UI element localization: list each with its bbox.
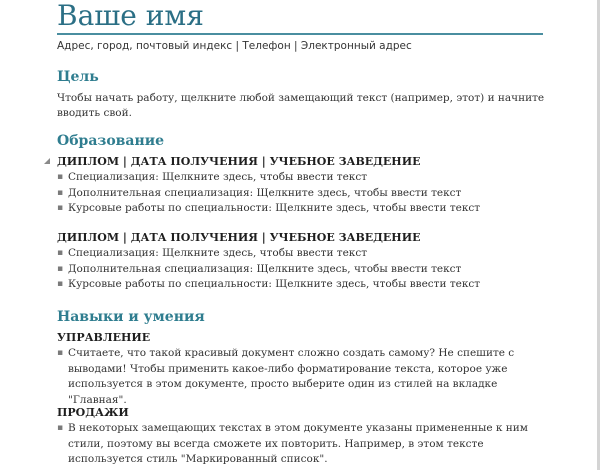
bullet-icon: ▪ (57, 248, 64, 258)
bullet-icon: ▪ (57, 172, 64, 182)
list-item-text: В некоторых замещающих текстах в этом документе указаны примененные к ним стили, поэтому вы всегда сможете их повторить. Например, в этом тексте используется стиль "Маркированный список". (68, 422, 528, 465)
bullet-icon: ▪ (57, 187, 64, 198)
list-item[interactable] (57, 186, 547, 202)
contact-line[interactable]: Адрес, город, почтовый индекс | Телефон | Электронный адрес (57, 40, 412, 52)
list-item-text: Специализация: Щелкните здесь, чтобы ввести текст (68, 171, 368, 183)
section-title-objective[interactable]: Цель (57, 69, 99, 85)
list-item[interactable] (57, 201, 547, 217)
bullet-icon: ▪ (57, 263, 64, 274)
list-item-text: Считаете, что такой красивый документ сложно создать самому? Не спешите с выводами! Чтобы применить какое-либо форматирование текста, которое уже используется в этом документе, просто выберите один из стилей на вкладке "Главная". (68, 347, 515, 406)
skills-group-1-heading[interactable]: УПРАВЛЕНИЕ (57, 331, 151, 344)
bullet-icon: ▪ (57, 203, 64, 213)
skills-group-2-list (57, 421, 547, 468)
bullet-icon: ▪ (57, 279, 64, 289)
list-item[interactable] (57, 277, 547, 293)
list-item[interactable] (57, 346, 547, 408)
name-underline (57, 33, 543, 35)
skills-group-2-heading[interactable]: ПРОДАЖИ (57, 406, 129, 419)
section-title-skills[interactable]: Навыки и умения (57, 309, 205, 325)
objective-text[interactable]: Чтобы начать работу, щелкните любой замещающий текст (например, этот) и начните вводить свой. (57, 92, 545, 119)
list-item-text: Специализация: Щелкните здесь, чтобы ввести текст (68, 247, 368, 259)
bullet-icon: ▪ (57, 423, 64, 433)
list-item-text: Дополнительная специализация: Щелкните здесь, чтобы ввести текст (68, 262, 462, 275)
list-item-text: Дополнительная специализация: Щелкните здесь, чтобы ввести текст (68, 186, 462, 199)
list-item[interactable] (57, 421, 547, 468)
resume-name[interactable]: Ваше имя (57, 0, 204, 32)
bullet-icon: ▪ (57, 348, 64, 358)
collapse-triangle-icon[interactable] (44, 158, 50, 164)
skills-group-1-list (57, 346, 547, 408)
education-entry-2-list (57, 246, 547, 293)
list-item[interactable] (57, 170, 547, 186)
list-item[interactable] (57, 246, 547, 262)
section-title-education[interactable]: Образование (57, 133, 165, 149)
education-entry-1-list (57, 170, 547, 217)
education-entry-2-heading[interactable]: ДИПЛОМ | ДАТА ПОЛУЧЕНИЯ | УЧЕБНОЕ ЗАВЕДЕНИЕ (57, 231, 421, 244)
list-item-text: Курсовые работы по специальности: Щелкните здесь, чтобы ввести текст (68, 278, 481, 290)
list-item-text: Курсовые работы по специальности: Щелкните здесь, чтобы ввести текст (68, 202, 481, 214)
list-item[interactable] (57, 262, 547, 278)
education-entry-1-heading[interactable]: ДИПЛОМ | ДАТА ПОЛУЧЕНИЯ | УЧЕБНОЕ ЗАВЕДЕНИЕ (57, 155, 421, 168)
